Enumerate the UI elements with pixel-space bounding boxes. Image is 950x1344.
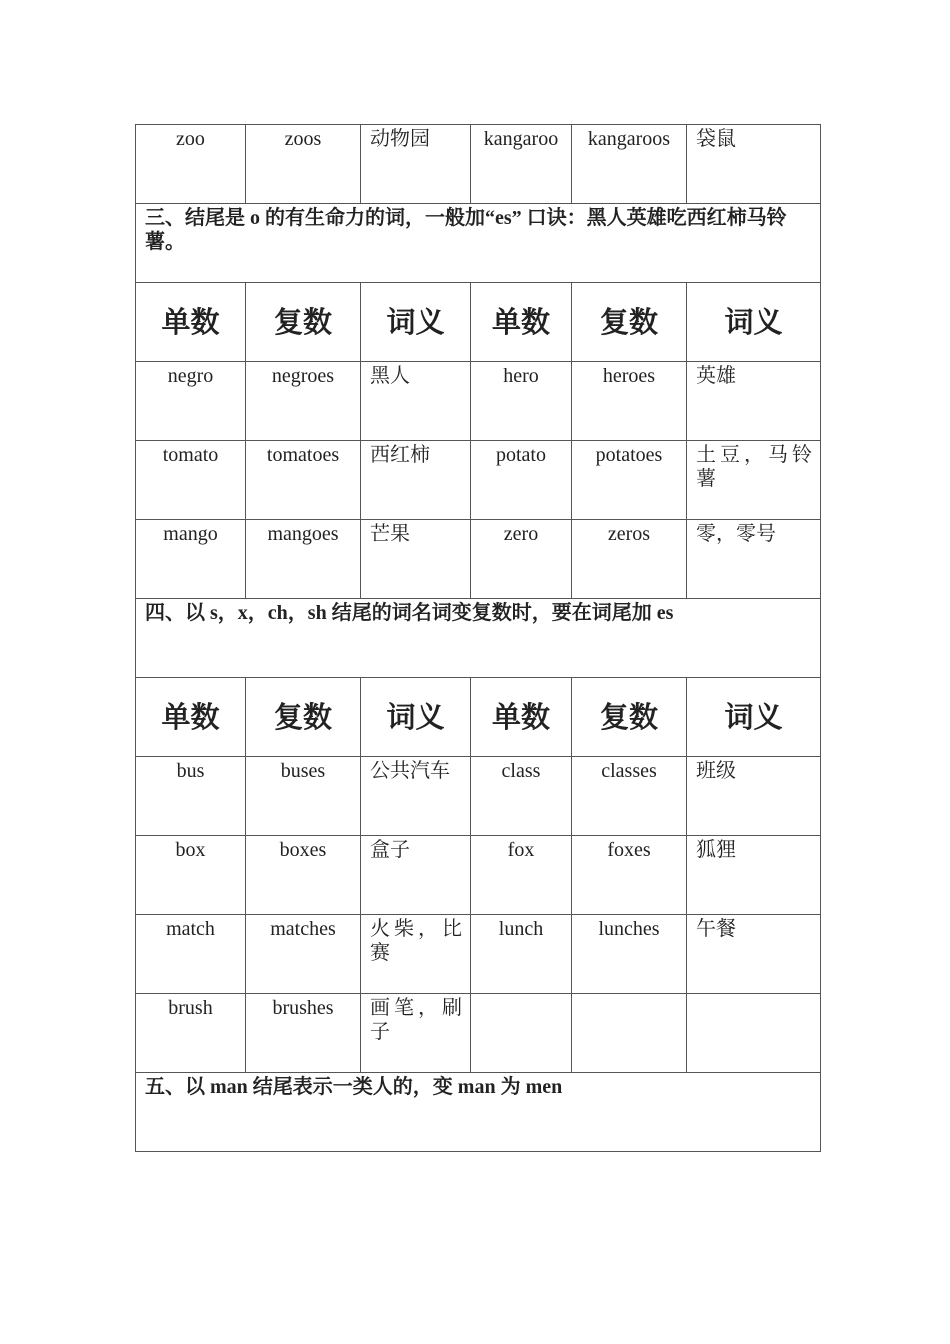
meaning-cell: 动物园 (361, 125, 471, 204)
meaning-cell: 画笔，刷子 (361, 994, 471, 1073)
table-row (136, 757, 821, 836)
header-plural: 复数 (246, 678, 361, 757)
plural-cell: zoos (246, 125, 361, 204)
table-row (136, 441, 821, 520)
header-plural: 复数 (572, 283, 687, 362)
singular-cell: fox (471, 836, 572, 915)
plural-cell (572, 994, 687, 1073)
meaning-cell: 班级 (687, 757, 821, 836)
header-meaning: 词义 (361, 678, 471, 757)
header-singular: 单数 (136, 283, 246, 362)
plural-cell: tomatoes (246, 441, 361, 520)
meaning-cell: 午餐 (687, 915, 821, 994)
meaning-cell: 土豆，马铃薯 (687, 441, 821, 520)
singular-cell: potato (471, 441, 572, 520)
meaning-cell: 黑人 (361, 362, 471, 441)
plural-cell: boxes (246, 836, 361, 915)
header-meaning: 词义 (361, 283, 471, 362)
singular-cell: lunch (471, 915, 572, 994)
plural-cell: negroes (246, 362, 361, 441)
singular-cell (471, 994, 572, 1073)
singular-cell: brush (136, 994, 246, 1073)
singular-cell: hero (471, 362, 572, 441)
header-plural: 复数 (572, 678, 687, 757)
meaning-cell: 狐狸 (687, 836, 821, 915)
plural-cell: kangaroos (572, 125, 687, 204)
singular-cell: zero (471, 520, 572, 599)
plural-cell: potatoes (572, 441, 687, 520)
header-row (136, 283, 821, 362)
meaning-cell: 火柴，比赛 (361, 915, 471, 994)
vocabulary-table (135, 124, 821, 1152)
header-meaning: 词义 (687, 678, 821, 757)
table-row (136, 994, 821, 1073)
plural-cell: buses (246, 757, 361, 836)
meaning-cell (687, 994, 821, 1073)
section-heading-row (136, 1073, 821, 1152)
plural-cell: mangoes (246, 520, 361, 599)
meaning-cell: 公共汽车 (361, 757, 471, 836)
plural-cell: brushes (246, 994, 361, 1073)
meaning-cell: 英雄 (687, 362, 821, 441)
singular-cell: class (471, 757, 572, 836)
meaning-cell: 盒子 (361, 836, 471, 915)
singular-cell: zoo (136, 125, 246, 204)
meaning-cell: 西红柿 (361, 441, 471, 520)
section-3-title: 三、结尾是 o 的有生命力的词，一般加“es” 口诀：黑人英雄吃西红柿马铃薯。 (136, 204, 821, 283)
section-heading-row (136, 599, 821, 678)
section-4-title: 四、以 s，x，ch，sh 结尾的词名词变复数时，要在词尾加 es (136, 599, 821, 678)
plural-cell: zeros (572, 520, 687, 599)
meaning-cell: 袋鼠 (687, 125, 821, 204)
header-singular: 单数 (471, 283, 572, 362)
header-singular: 单数 (471, 678, 572, 757)
singular-cell: kangaroo (471, 125, 572, 204)
table-row (136, 520, 821, 599)
table-row (136, 836, 821, 915)
header-singular: 单数 (136, 678, 246, 757)
header-plural: 复数 (246, 283, 361, 362)
meaning-cell: 零，零号 (687, 520, 821, 599)
header-row (136, 678, 821, 757)
singular-cell: negro (136, 362, 246, 441)
plural-cell: matches (246, 915, 361, 994)
singular-cell: match (136, 915, 246, 994)
plural-cell: lunches (572, 915, 687, 994)
singular-cell: box (136, 836, 246, 915)
singular-cell: bus (136, 757, 246, 836)
table-row (136, 125, 821, 204)
table-row (136, 915, 821, 994)
plural-cell: foxes (572, 836, 687, 915)
section-heading-row (136, 204, 821, 283)
plural-cell: heroes (572, 362, 687, 441)
table-row (136, 362, 821, 441)
meaning-cell: 芒果 (361, 520, 471, 599)
singular-cell: tomato (136, 441, 246, 520)
header-meaning: 词义 (687, 283, 821, 362)
section-5-title: 五、以 man 结尾表示一类人的，变 man 为 men (136, 1073, 821, 1152)
plural-cell: classes (572, 757, 687, 836)
singular-cell: mango (136, 520, 246, 599)
